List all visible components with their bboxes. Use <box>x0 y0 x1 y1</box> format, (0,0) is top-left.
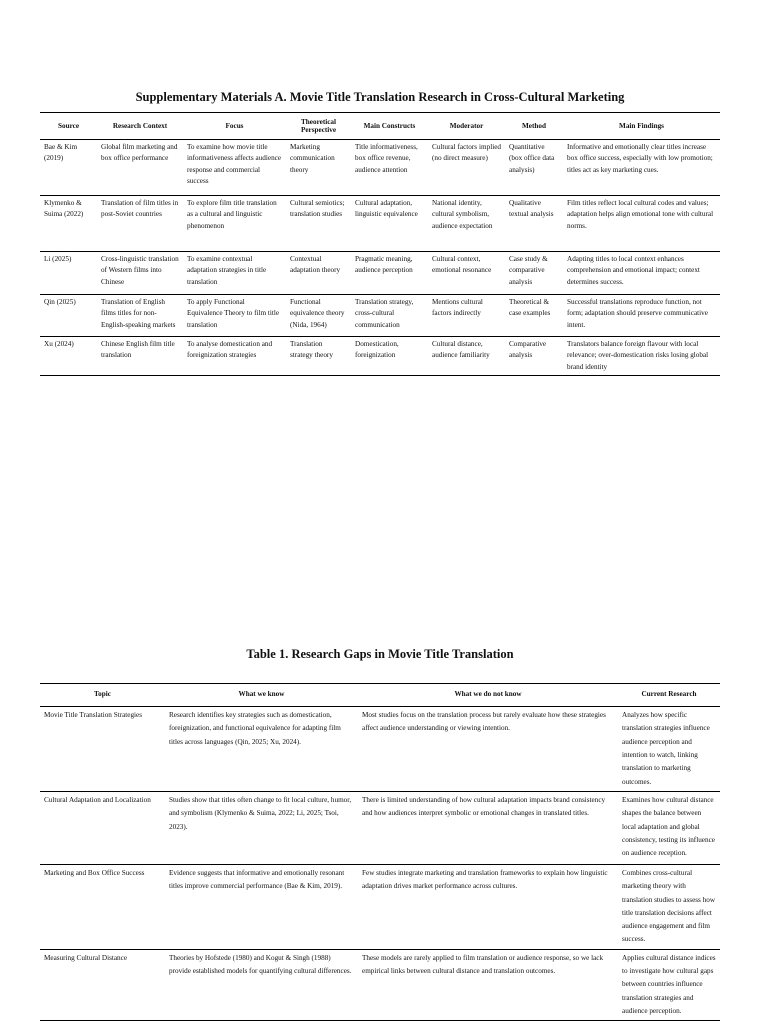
table-cell: Most studies focus on the translation process but rarely evaluate how these strategies affect audience understanding or viewing intention. <box>362 711 606 733</box>
column-header: Research Context <box>112 121 168 130</box>
table-row <box>40 337 720 376</box>
table-row <box>40 252 720 295</box>
table-cell: Pragmatic meaning, audience perception <box>355 255 413 275</box>
research-gaps-table <box>40 683 720 1021</box>
column-header: Focus <box>225 121 244 130</box>
table-cell: Global film marketing and box office performance <box>101 143 178 163</box>
table-cell: To explore film title translation as a cultural and linguistic phenomenon <box>187 199 277 230</box>
table-cell: Quantitative (box office data analysis) <box>509 143 555 174</box>
table-cell: Cultural distance, audience familiarity <box>432 340 490 360</box>
table-cell: Examines how cultural distance shapes the balance between local adaptation and global consistency, testing its influence on audience reception. <box>622 795 715 858</box>
table-row <box>40 295 720 337</box>
table-cell: Domestication, foreignization <box>355 340 399 360</box>
column-header: Method <box>522 121 546 130</box>
table-cell: Evidence suggests that informative and emotionally resonant titles improve commercial performance (Bae & Kim, 2019). <box>169 868 345 891</box>
table-cell: Successful translations reproduce function, not form; adaptation should preserve communicative intent. <box>567 298 708 329</box>
table-row <box>40 864 720 949</box>
table-cell: Applies cultural distance indices to investigate how cultural gaps between countries influence translation strategies and audience perception. <box>622 953 716 1015</box>
column-header: What we do not know <box>454 690 522 699</box>
table-cell: Cultural factors implied (no direct measure) <box>432 143 501 163</box>
supplementary-table-title: Supplementary Materials A. Movie Title Translation Research in Cross-Cultural Marketing <box>135 90 625 104</box>
table-cell: Cultural Adaptation and Localization <box>44 795 151 804</box>
table-cell: Contextual adaptation theory <box>290 255 341 275</box>
table-cell: Chinese English film title translation <box>101 340 175 360</box>
table-cell: Movie Title Translation Strategies <box>44 711 143 719</box>
table-cell: Translation of film titles in post-Soviet countries <box>101 199 179 219</box>
table-cell: These models are rarely applied to film translation or audience response, so we lack empirical links between cultural distance and translation outcomes. <box>362 953 604 976</box>
column-header: Theoretical Perspective <box>300 117 337 134</box>
table-cell: Functional equivalence theory (Nida, 1964) <box>290 298 345 329</box>
table-cell: To examine how movie title informativeness affects audience response and commercial success <box>187 143 282 186</box>
table-row <box>40 196 720 252</box>
table-row <box>40 140 720 196</box>
table-cell: Case study & comparative analysis <box>509 255 548 286</box>
table-cell: Bae & Kim (2019) <box>44 143 78 163</box>
table-cell: Marketing communication theory <box>290 143 335 174</box>
column-header: Main Findings <box>619 121 664 130</box>
table-cell: Analyzes how specific translation strategies influence audience perception and intention to watch, linking translation to marketing outcomes. <box>622 711 710 786</box>
table-cell: Translators balance foreign flavour with local relevance; over-domestication risks losing global brand identity <box>567 340 709 371</box>
table-cell: National identity, cultural symbolism, audience expectation <box>432 199 493 230</box>
table-cell: Xu (2024) <box>44 340 74 348</box>
column-header: Current Research <box>641 690 697 699</box>
table-cell: There is limited understanding of how cultural adaptation impacts brand consistency and how audiences interpret symbolic or emotional changes in translated titles. <box>362 795 606 818</box>
column-header: Main Constructs <box>363 121 416 130</box>
table-cell: Cultural adaptation, linguistic equivalence <box>355 199 418 219</box>
table-cell: To examine contextual adaptation strategies in title translation <box>187 255 267 286</box>
table-cell: Informative and emotionally clear titles increase box office success, especially with low promotion; titles act as key marketing cues. <box>567 143 713 174</box>
table-cell: Adapting titles to local context enhances comprehension and emotional impact; context determines success. <box>567 255 700 286</box>
table-cell: Few studies integrate marketing and translation frameworks to explain how linguistic adaptation drives market performance across cultures. <box>362 868 608 891</box>
table-cell: Comparative analysis <box>509 340 547 360</box>
table-cell: Research identifies key strategies such as domestication, foreignization, and functional equivalence for adapting film titles across languages (Qin, 2025; Xu, 2024). <box>169 711 341 746</box>
table-row <box>40 949 720 1021</box>
table-cell: Theoretical & case examples <box>509 298 551 318</box>
table-row <box>40 707 720 792</box>
table-cell: Qin (2025) <box>44 298 76 306</box>
column-header: Moderator <box>449 121 484 130</box>
column-header: What we know <box>238 690 285 699</box>
table-cell: Translation of English films titles for non-English-speaking markets <box>101 298 176 329</box>
supplementary-materials-table <box>40 112 720 376</box>
table-cell: Translation strategy, cross-cultural communication <box>355 298 414 329</box>
table-header-row <box>40 113 720 140</box>
table-cell: Qualitative textual analysis <box>509 199 554 219</box>
table-cell: Klymenko & Suima (2022) <box>44 199 84 219</box>
table-cell: Measuring Cultural Distance <box>44 953 128 962</box>
column-header: Topic <box>94 690 111 699</box>
table-cell: Marketing and Box Office Success <box>44 868 145 877</box>
table-cell: Title informativeness, box office revenue, audience attention <box>355 143 418 174</box>
table-cell: Mentions cultural factors indirectly <box>432 298 483 318</box>
table-cell: Cultural context, emotional resonance <box>432 255 492 275</box>
table-header-row <box>40 684 720 707</box>
table-cell: Li (2025) <box>44 255 72 263</box>
table-cell: To apply Functional Equivalence Theory to film title translation <box>187 298 280 329</box>
table-cell: Cultural semiotics; translation studies <box>290 199 345 219</box>
table-cell: Film titles reflect local cultural codes and values; adaptation helps align emotional tone with cultural norms. <box>567 199 714 230</box>
table-cell: To analyse domestication and foreignization strategies <box>187 340 273 360</box>
table-cell: Combines cross-cultural marketing theory with translation studies to assess how title translation decisions affect audience engagement and film success. <box>622 868 716 944</box>
table-cell: Translation strategy theory <box>290 340 333 360</box>
research-gaps-table-title: Table 1. Research Gaps in Movie Title Translation <box>246 647 514 661</box>
table-cell: Theories by Hofstede (1980) and Kogut & Singh (1988) provide established models for quantifying cultural differences. <box>169 953 352 976</box>
table-row <box>40 791 720 864</box>
column-header: Source <box>57 121 80 130</box>
table-cell: Cross-linguistic translation of Western films into Chinese <box>101 255 179 286</box>
table-cell: Studies show that titles often change to fit local culture, humor, and symbolism (Klymenko & Suima, 2022; Li, 2025; Tsoi, 2023). <box>169 795 352 831</box>
